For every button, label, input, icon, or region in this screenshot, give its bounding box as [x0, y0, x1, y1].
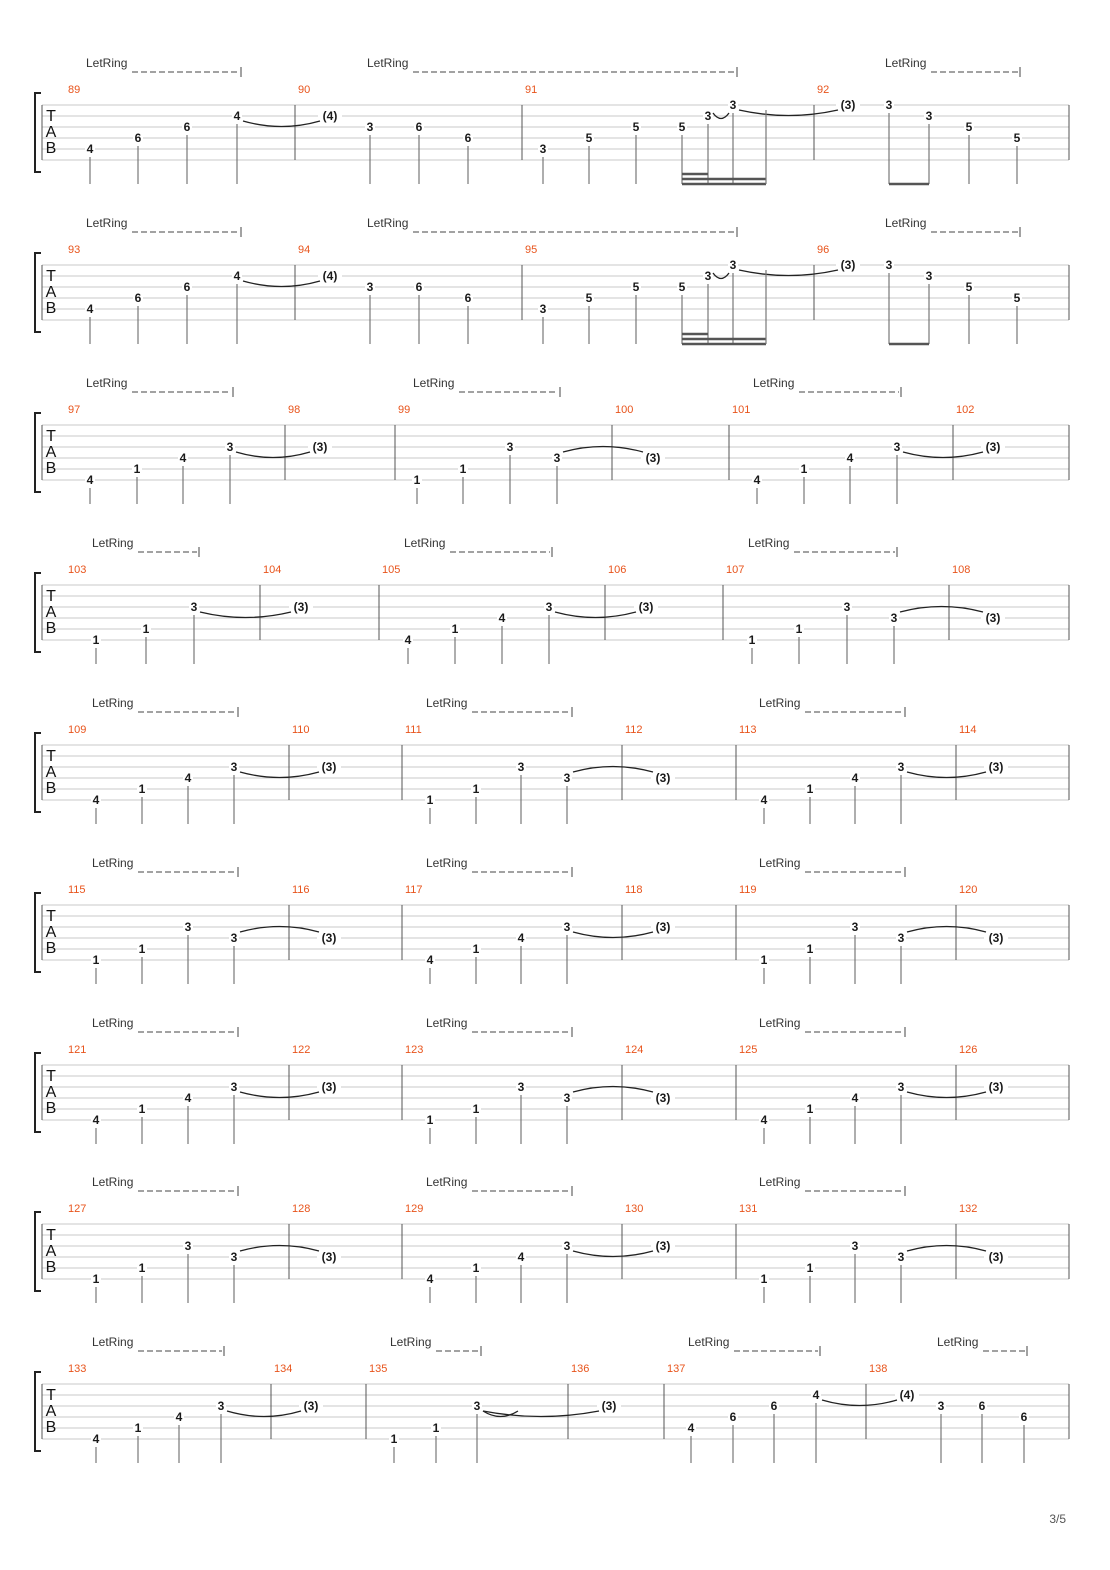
measure-number: 109 — [68, 724, 87, 736]
measure-number: 126 — [959, 1044, 978, 1056]
fret-number: 3 — [230, 1080, 238, 1094]
fret-number: 5 — [965, 280, 973, 294]
measure-number: 131 — [739, 1203, 758, 1215]
fret-number: 3 — [925, 109, 933, 123]
let-ring-label: LetRing — [759, 1175, 801, 1189]
fret-number: 6 — [415, 280, 423, 294]
tab-clef-letter: A — [45, 124, 57, 141]
tab-clef-letter: B — [45, 620, 57, 637]
fret-number: 3 — [366, 120, 374, 134]
measure-number: 123 — [405, 1044, 424, 1056]
fret-number: 1 — [134, 1421, 142, 1435]
fret-number: (3) — [985, 611, 1001, 625]
measure-number: 129 — [405, 1203, 424, 1215]
fret-number: (3) — [321, 1250, 337, 1264]
tab-clef-letter: T — [46, 908, 56, 925]
fret-number: 3 — [184, 1239, 192, 1253]
tab-clef-letter: A — [45, 604, 57, 621]
let-ring-label: LetRing — [404, 536, 446, 550]
let-ring-label: LetRing — [92, 536, 134, 550]
fret-number: (3) — [321, 1080, 337, 1094]
fret-number: 1 — [413, 473, 421, 487]
measure-number: 135 — [369, 1363, 388, 1375]
tab-clef-letter: A — [45, 764, 57, 781]
let-ring-label: LetRing — [92, 696, 134, 710]
fret-number: (3) — [303, 1399, 319, 1413]
let-ring-label: LetRing — [413, 376, 455, 390]
tab-clef-letter: B — [45, 300, 57, 317]
tab-clef-letter: A — [45, 284, 57, 301]
fret-number: (3) — [655, 920, 671, 934]
let-ring-label: LetRing — [92, 1175, 134, 1189]
fret-number: 1 — [426, 1113, 434, 1127]
tie-arc — [907, 1092, 986, 1098]
measure-number: 134 — [274, 1363, 293, 1375]
tie-arc — [903, 452, 983, 458]
measure-number: 113 — [739, 724, 757, 736]
fret-number: 1 — [138, 942, 146, 956]
measure-number: 98 — [288, 404, 301, 416]
fret-number: 4 — [687, 1421, 695, 1435]
fret-number: 3 — [893, 440, 901, 454]
fret-number: 3 — [729, 98, 737, 112]
fret-number: 6 — [183, 120, 191, 134]
fret-number: 3 — [563, 920, 571, 934]
let-ring-label: LetRing — [367, 216, 409, 230]
fret-number: (4) — [322, 109, 338, 123]
measure-number: 110 — [292, 724, 310, 736]
fret-number: (3) — [988, 1080, 1004, 1094]
measure-number: 95 — [525, 244, 538, 256]
tab-clef-letter: T — [46, 108, 56, 125]
fret-number: 5 — [678, 280, 686, 294]
measure-number: 107 — [726, 564, 745, 576]
measure-number: 125 — [739, 1044, 758, 1056]
fret-number: 1 — [138, 782, 146, 796]
fret-number: 1 — [451, 622, 459, 636]
fret-number: 4 — [92, 793, 100, 807]
measure-number: 97 — [68, 404, 81, 416]
measure-number: 92 — [817, 84, 830, 96]
tab-clef-letter: A — [45, 924, 57, 941]
fret-number: 3 — [366, 280, 374, 294]
fret-number: 3 — [563, 1091, 571, 1105]
fret-number: 3 — [851, 920, 859, 934]
tie-arc — [200, 612, 291, 618]
measure-number: 90 — [298, 84, 311, 96]
fret-number: 3 — [729, 258, 737, 272]
fret-number: 6 — [464, 291, 472, 305]
fret-number: 5 — [1013, 291, 1021, 305]
measure-number: 89 — [68, 84, 81, 96]
measure-number: 124 — [625, 1044, 644, 1056]
fret-number: (3) — [840, 98, 856, 112]
fret-number: 5 — [632, 280, 640, 294]
measure-number: 132 — [959, 1203, 978, 1215]
tab-clef-letter: T — [46, 1227, 56, 1244]
fret-number: 1 — [806, 782, 814, 796]
fret-number: 1 — [472, 1102, 480, 1116]
fret-number: 4 — [753, 473, 761, 487]
tie-arc — [240, 772, 319, 778]
fret-number: (3) — [321, 931, 337, 945]
fret-number: 3 — [925, 269, 933, 283]
measure-number: 99 — [398, 404, 411, 416]
fret-number: (3) — [293, 600, 309, 614]
tab-clef-letter: T — [46, 1068, 56, 1085]
fret-number: 1 — [748, 633, 756, 647]
system-bracket — [35, 733, 41, 812]
fret-number: 3 — [704, 269, 712, 283]
fret-number: 6 — [770, 1399, 778, 1413]
fret-number: 3 — [563, 771, 571, 785]
measure-number: 130 — [625, 1203, 644, 1215]
measure-number: 112 — [625, 724, 643, 736]
let-ring-label: LetRing — [885, 56, 927, 70]
fret-number: 3 — [190, 600, 198, 614]
fret-number: 1 — [472, 782, 480, 796]
tie-arc — [243, 121, 320, 127]
fret-number: 4 — [851, 771, 859, 785]
fret-number: 3 — [563, 1239, 571, 1253]
system-bracket — [35, 1372, 41, 1451]
tie-arc — [240, 1092, 319, 1098]
tab-clef-letter: A — [45, 1084, 57, 1101]
fret-number: 3 — [885, 258, 893, 272]
let-ring-label: LetRing — [759, 856, 801, 870]
fret-number: 1 — [760, 1272, 768, 1286]
fret-number: 1 — [806, 1102, 814, 1116]
measure-number: 103 — [68, 564, 87, 576]
fret-number: 3 — [843, 600, 851, 614]
fret-number: 6 — [183, 280, 191, 294]
tab-clef-letter: T — [46, 428, 56, 445]
tie-arc — [822, 1400, 897, 1406]
fret-number: 3 — [890, 611, 898, 625]
let-ring-label: LetRing — [367, 56, 409, 70]
fret-number: 6 — [729, 1410, 737, 1424]
tie-arc — [573, 932, 653, 938]
let-ring-label: LetRing — [86, 56, 128, 70]
measure-number: 115 — [68, 884, 86, 896]
let-ring-label: LetRing — [759, 696, 801, 710]
fret-number: 4 — [760, 1113, 768, 1127]
let-ring-label: LetRing — [748, 536, 790, 550]
measure-number: 128 — [292, 1203, 311, 1215]
fret-number: 1 — [138, 1102, 146, 1116]
fret-number: 1 — [426, 793, 434, 807]
fret-number: 4 — [846, 451, 854, 465]
measure-number: 93 — [68, 244, 81, 256]
fret-number: 3 — [897, 760, 905, 774]
tab-clef-letter: T — [46, 1387, 56, 1404]
tab-clef-letter: B — [45, 1259, 57, 1276]
fret-number: 5 — [585, 291, 593, 305]
fret-number: 1 — [142, 622, 150, 636]
fret-number: 3 — [506, 440, 514, 454]
fret-number: 4 — [86, 142, 94, 156]
fret-number: (3) — [655, 1091, 671, 1105]
tie-arc — [739, 110, 838, 116]
measure-number: 105 — [382, 564, 401, 576]
fret-number: 4 — [426, 1272, 434, 1286]
let-ring-label: LetRing — [426, 696, 468, 710]
tab-clef-letter: B — [45, 780, 57, 797]
fret-number: (3) — [840, 258, 856, 272]
fret-number: 4 — [812, 1388, 820, 1402]
fret-number: (3) — [655, 1239, 671, 1253]
let-ring-label: LetRing — [753, 376, 795, 390]
tab-clef-letter: B — [45, 140, 57, 157]
measure-number: 106 — [608, 564, 627, 576]
measure-number: 137 — [667, 1363, 686, 1375]
fret-number: 1 — [138, 1261, 146, 1275]
tie-arc — [907, 772, 986, 778]
measure-number: 114 — [959, 724, 977, 736]
let-ring-label: LetRing — [92, 1016, 134, 1030]
fret-number: (3) — [655, 771, 671, 785]
tab-clef-letter: T — [46, 268, 56, 285]
fret-number: 1 — [800, 462, 808, 476]
tab-clef-letter: T — [46, 588, 56, 605]
fret-number: 3 — [545, 600, 553, 614]
system-bracket — [35, 253, 41, 332]
tab-clef-letter: B — [45, 460, 57, 477]
system-bracket — [35, 573, 41, 652]
fret-number: 1 — [390, 1432, 398, 1446]
fret-number: 3 — [897, 1080, 905, 1094]
let-ring-label: LetRing — [92, 856, 134, 870]
fret-number: 6 — [1020, 1410, 1028, 1424]
fret-number: (3) — [638, 600, 654, 614]
tab-clef-letter: A — [45, 1243, 57, 1260]
fret-number: 1 — [760, 953, 768, 967]
let-ring-label: LetRing — [426, 1016, 468, 1030]
measure-number: 122 — [292, 1044, 311, 1056]
fret-number: (3) — [321, 760, 337, 774]
measure-number: 127 — [68, 1203, 87, 1215]
fret-number: 4 — [86, 473, 94, 487]
measure-number: 100 — [615, 404, 634, 416]
fret-number: 1 — [92, 633, 100, 647]
fret-number: 4 — [233, 269, 241, 283]
fret-number: 1 — [472, 1261, 480, 1275]
let-ring-label: LetRing — [426, 1175, 468, 1189]
fret-number: 3 — [897, 931, 905, 945]
measure-number: 102 — [956, 404, 975, 416]
measure-number: 94 — [298, 244, 311, 256]
tie-arc — [236, 452, 310, 458]
fret-number: 4 — [179, 451, 187, 465]
measure-number: 133 — [68, 1363, 87, 1375]
fret-number: 3 — [217, 1399, 225, 1413]
fret-number: 1 — [133, 462, 141, 476]
fret-number: 4 — [760, 793, 768, 807]
fret-number: 3 — [539, 142, 547, 156]
system-bracket — [35, 1212, 41, 1291]
fret-number: 3 — [704, 109, 712, 123]
fret-number: 4 — [86, 302, 94, 316]
let-ring-label: LetRing — [92, 1335, 134, 1349]
system-bracket — [35, 1053, 41, 1132]
measure-number: 108 — [952, 564, 971, 576]
fret-number: 5 — [678, 120, 686, 134]
measure-number: 101 — [732, 404, 751, 416]
let-ring-label: LetRing — [885, 216, 927, 230]
fret-number: 1 — [92, 953, 100, 967]
let-ring-label: LetRing — [759, 1016, 801, 1030]
fret-number: 4 — [184, 1091, 192, 1105]
page-number: 3/5 — [1049, 1512, 1066, 1526]
measure-number: 121 — [68, 1044, 87, 1056]
tab-clef-letter: A — [45, 444, 57, 461]
fret-number: 1 — [432, 1421, 440, 1435]
measure-number: 96 — [817, 244, 830, 256]
fret-number: (3) — [645, 451, 661, 465]
measure-number: 118 — [625, 884, 643, 896]
fret-number: (3) — [312, 440, 328, 454]
let-ring-label: LetRing — [426, 856, 468, 870]
fret-number: 6 — [978, 1399, 986, 1413]
measure-number: 104 — [263, 564, 282, 576]
tie-arc — [555, 612, 636, 618]
fret-number: 4 — [92, 1432, 100, 1446]
measure-number: 138 — [869, 1363, 888, 1375]
fret-number: 4 — [184, 771, 192, 785]
fret-number: (3) — [985, 440, 1001, 454]
tie-arc — [243, 281, 320, 287]
fret-number: 3 — [230, 760, 238, 774]
fret-number: 6 — [464, 131, 472, 145]
fret-number: 6 — [415, 120, 423, 134]
fret-number: 4 — [498, 611, 506, 625]
let-ring-label: LetRing — [688, 1335, 730, 1349]
fret-number: 3 — [885, 98, 893, 112]
fret-number: 3 — [184, 920, 192, 934]
tab-clef-letter: T — [46, 748, 56, 765]
fret-number: 4 — [426, 953, 434, 967]
fret-number: (3) — [988, 760, 1004, 774]
fret-number: 3 — [517, 1080, 525, 1094]
tab-clef-letter: B — [45, 940, 57, 957]
fret-number: 6 — [134, 291, 142, 305]
fret-number: (3) — [988, 931, 1004, 945]
let-ring-label: LetRing — [937, 1335, 979, 1349]
tab-clef-letter: A — [45, 1403, 57, 1420]
fret-number: 1 — [459, 462, 467, 476]
fret-number: 5 — [585, 131, 593, 145]
measure-number: 117 — [405, 884, 423, 896]
measure-number: 119 — [739, 884, 757, 896]
fret-number: 3 — [517, 760, 525, 774]
fret-number: 3 — [226, 440, 234, 454]
let-ring-label: LetRing — [86, 376, 128, 390]
measure-number: 136 — [571, 1363, 590, 1375]
fret-number: 4 — [92, 1113, 100, 1127]
measure-number: 116 — [292, 884, 310, 896]
fret-number: 1 — [92, 1272, 100, 1286]
fret-number: 4 — [233, 109, 241, 123]
system-bracket — [35, 93, 41, 172]
measure-number: 91 — [525, 84, 538, 96]
system-bracket — [35, 893, 41, 972]
fret-number: 3 — [230, 931, 238, 945]
fret-number: 4 — [517, 1250, 525, 1264]
system-bracket — [35, 413, 41, 492]
fret-number: 3 — [539, 302, 547, 316]
fret-number: 5 — [965, 120, 973, 134]
fret-number: 3 — [937, 1399, 945, 1413]
fret-number: 3 — [553, 451, 561, 465]
fret-number: (4) — [899, 1388, 915, 1402]
fret-number: 3 — [473, 1399, 481, 1413]
tie-arc — [227, 1411, 301, 1417]
tie-arc — [483, 1411, 599, 1417]
tie-arc — [573, 1251, 653, 1257]
tab-clef-letter: B — [45, 1100, 57, 1117]
let-ring-label: LetRing — [86, 216, 128, 230]
fret-number: 5 — [632, 120, 640, 134]
fret-number: 1 — [795, 622, 803, 636]
fret-number: (4) — [322, 269, 338, 283]
fret-number: 6 — [134, 131, 142, 145]
measure-number: 120 — [959, 884, 978, 896]
fret-number: 4 — [404, 633, 412, 647]
fret-number: (3) — [988, 1250, 1004, 1264]
let-ring-label: LetRing — [390, 1335, 432, 1349]
fret-number: 1 — [472, 942, 480, 956]
fret-number: 3 — [897, 1250, 905, 1264]
fret-number: (3) — [601, 1399, 617, 1413]
fret-number: 4 — [175, 1410, 183, 1424]
fret-number: 1 — [806, 1261, 814, 1275]
fret-number: 4 — [851, 1091, 859, 1105]
fret-number: 1 — [806, 942, 814, 956]
tab-clef-letter: B — [45, 1419, 57, 1436]
measure-number: 111 — [405, 724, 422, 736]
fret-number: 3 — [851, 1239, 859, 1253]
tie-arc — [739, 270, 838, 276]
fret-number: 3 — [230, 1250, 238, 1264]
fret-number: 4 — [517, 931, 525, 945]
fret-number: 5 — [1013, 131, 1021, 145]
